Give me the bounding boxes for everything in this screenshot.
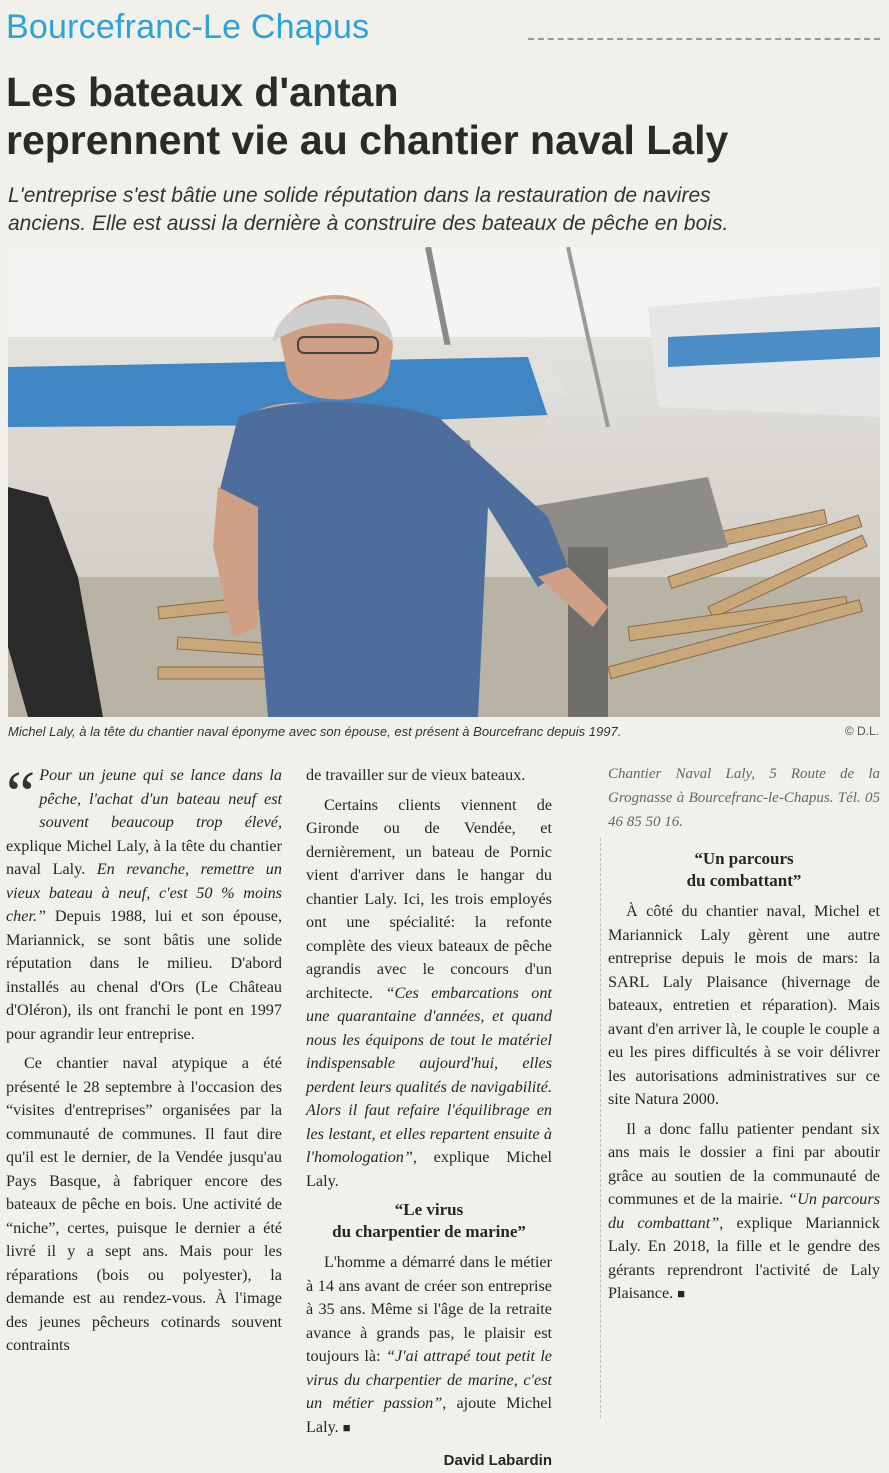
paragraph-3: [306, 794, 552, 1194]
standfirst-line-1: L'entreprise s'est bâtie une solide réputation dans la restauration de navires: [8, 184, 711, 207]
subheading-parcours: [608, 848, 880, 892]
quote-italic-4: “J'ai attrapé tout petit le virus du charpentier de marine, c'est un métier passion”: [306, 1347, 552, 1412]
text-4: L'homme a démarré dans le métier à 14 ans avant de créer son entreprise à 35 ans. Même si l'âge de la retraite avance à grands pas, le plaisir est toujours là:: [306, 1253, 552, 1365]
headline: [6, 68, 886, 164]
subheading-virus: [306, 1199, 552, 1243]
article-column-2: [306, 764, 552, 1473]
subheading-parcours-line-2: du combattant”: [686, 871, 802, 890]
column-divider: [600, 838, 601, 1418]
article-column-3: [608, 762, 880, 1312]
text-6: Il a donc fallu patienter pendant six ans mais le dossier a fini par aboutir grâce au soutien de la communauté de communes et de la mairie.: [608, 1119, 880, 1208]
text-4-end: , ajoute Michel Laly.: [306, 1394, 552, 1436]
standfirst-line-2: anciens. Elle est aussi la dernière à construire des bateaux de pêche en bois.: [8, 212, 729, 235]
text-2: Depuis 1988, lui et son épouse, Mariannick, se sont bâtis une solide réputation dans le milieu. D'abord installés au chenal d'Ors (Le Château d'Oléron), ils ont franchi le pont en 1997 pour agrandir leur entreprise.: [6, 907, 282, 1043]
subheading-parcours-line-1: “Un parcours: [694, 849, 794, 868]
text-1: explique Michel Laly, à la tête du chantier naval Laly.: [6, 836, 282, 878]
section-rubric: Bourcefranc-Le Chapus: [6, 8, 370, 46]
opening-quote-mark: “: [6, 758, 36, 831]
end-mark: ■: [342, 1419, 351, 1435]
paragraph-1: [6, 758, 282, 1046]
standfirst: [8, 182, 880, 238]
quote-italic-3: “Ces embarcations ont une quarantaine d'années, et quand nous les équipons de tout le matériel indispensable aujourd'hui, elles perdent leurs qualités de navigabilité. Alors il faut refaire l'équilibrage en les lestant, et elles repartent ensuite à l'homologation”: [306, 983, 552, 1166]
quote-italic-1: Pour un jeune qui se lance dans la pêche, l'achat d'un bateau neuf est souvent beaucoup trop élevé,: [39, 766, 282, 831]
rubric-divider: [528, 38, 880, 40]
quote-italic-6: “Un parcours du combattant”: [608, 1190, 880, 1232]
photo-caption: Michel Laly, à la tête du chantier naval éponyme avec son épouse, est présent à Bourcefranc depuis 1997.: [8, 724, 622, 739]
subheading-virus-line-2: du charpentier de marine”: [332, 1222, 526, 1241]
article-column-1: [6, 758, 282, 1364]
text-3-end: , explique Michel Laly.: [306, 1148, 552, 1190]
subheading-virus-line-1: “Le virus: [394, 1200, 464, 1219]
headline-line-2: reprennent vie au chantier naval Laly: [6, 117, 729, 163]
paragraph-continuation: de travailler sur de vieux bateaux.: [306, 766, 526, 784]
headline-line-1: Les bateaux d'antan: [6, 69, 399, 115]
contact-infobox: Chantier Naval Laly, 5 Route de la Grognasse à Bourcefranc-le-Chapus. Tél. 05 46 85 50 16.: [608, 766, 880, 830]
photo-credit: © D.L.: [844, 724, 879, 738]
byline: David Labardin: [443, 1452, 552, 1469]
workshop-illustration: [8, 247, 880, 717]
end-mark-2: ■: [677, 1286, 686, 1301]
quote-italic-2: En revanche, remettre un vieux bateau à neuf, c'est 50 % moins cher.”: [6, 860, 282, 925]
article-photo: [8, 247, 880, 717]
paragraph-6: [608, 1118, 880, 1306]
text-6-end: , explique Mariannick Laly. En 2018, la fille et le gendre des gérants reprendront l'activité de Laly Plaisance.: [608, 1213, 880, 1302]
text-3: Certains clients viennent de Gironde ou de Vendée, et dernièrement, un bateau de Pornic vient d'arriver dans le hangar du chantier Laly. Ici, les trois employés ont une spécialité: la refonte complète des vieux bateaux de pêche agrandis avec le concours d'un architecte.: [306, 795, 552, 1002]
paragraph-4: [306, 1251, 552, 1439]
paragraph-2: Ce chantier naval atypique a été présenté le 28 septembre à l'occasion des “visites d'entreprises” organisées par la communauté de communes. Il faut dire qu'il est le dernier, de la Vendée jusqu'au Pays Basque, à fabriquer encore des bateaux de pêche en bois. Une activité de “niche”, certes, puisque le dernier a été livré il y a sept ans. Mais pour les réparations (bois ou polyester), la demande est au rendez-vous. À l'image des jeunes pêcheurs cotinards souvent contraints: [6, 1054, 282, 1354]
paragraph-5: À côté du chantier naval, Michel et Mariannick Laly gèrent une autre entreprise depuis le mois de mars: la SARL Laly Plaisance (hivernage de bateaux, entretien et réparation). Mais avant d'en arriver là, le couple le couple a eu les pires difficultés à se voir délivrer les autorisations administratives sur ce site Natura 2000.: [608, 902, 880, 1108]
